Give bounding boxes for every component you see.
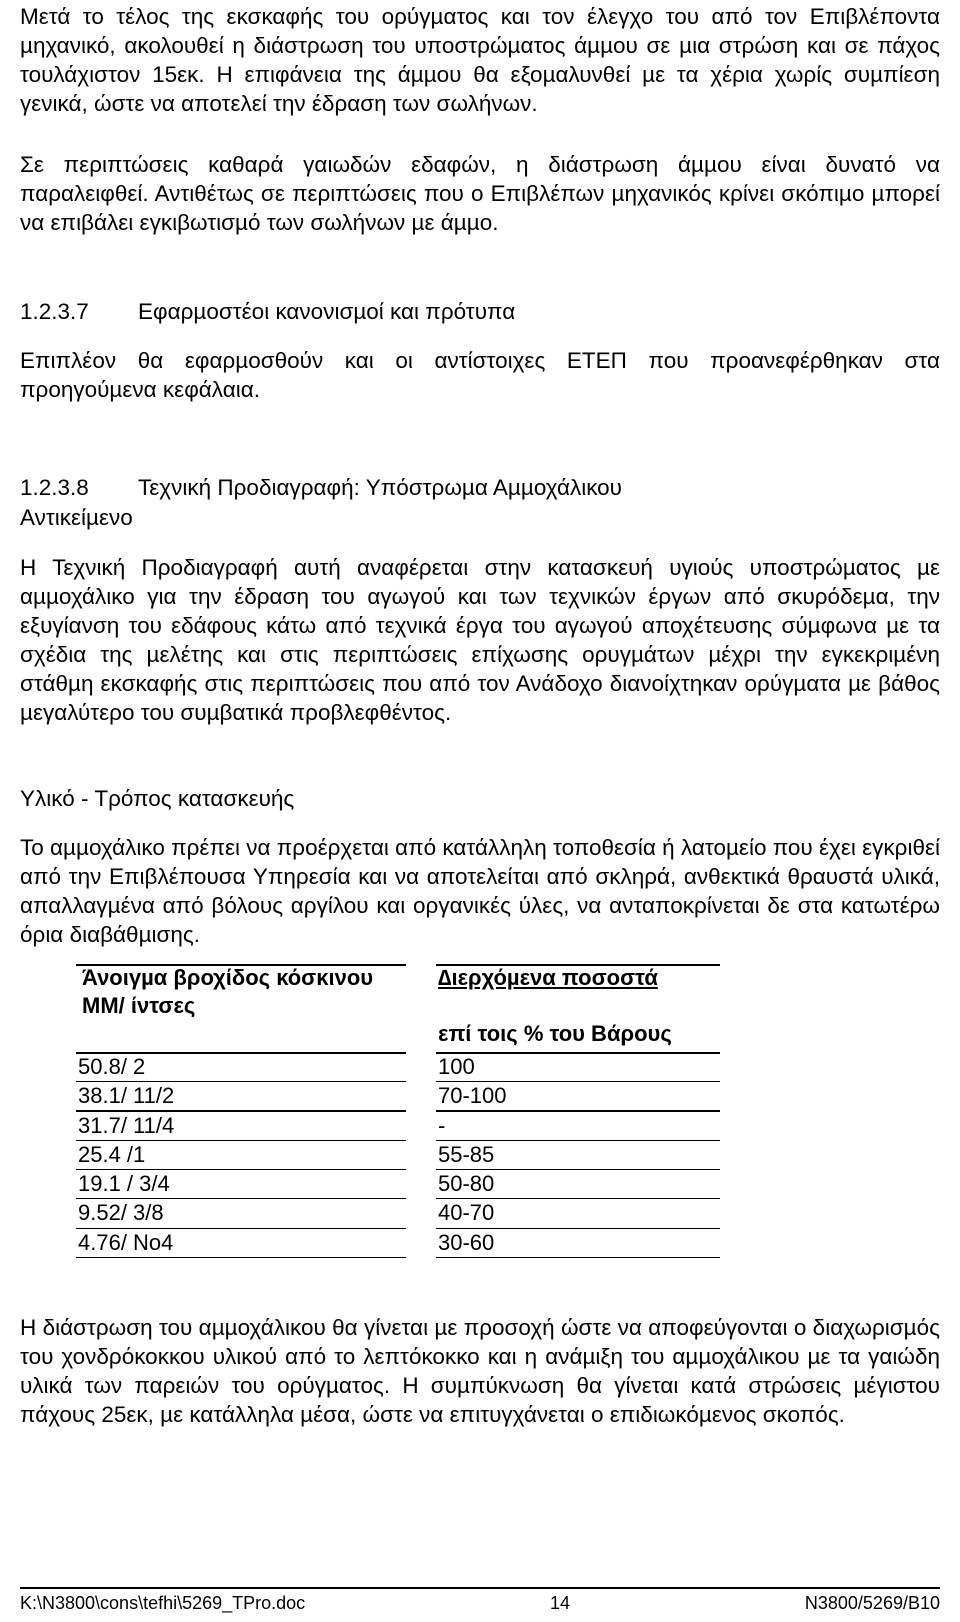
cell-size: 50.8/ 2	[78, 1054, 146, 1079]
header-sieve-opening	[82, 964, 412, 1020]
section-heading-1-2-3-7	[20, 297, 515, 326]
subheading-material: Υλικό - Τρόπος κατασκευής	[20, 786, 295, 811]
cell-size: 4.76/ No4	[78, 1229, 174, 1255]
section-title: Τεχνική Προδιαγραφή: Υπόστρωµα Αµµοχάλικου	[138, 475, 622, 500]
cell-size: 25.4 /1	[78, 1141, 146, 1167]
table-body	[76, 1053, 720, 1258]
cell-pass: 50-80	[438, 1171, 495, 1197]
header-passing-percent	[438, 964, 720, 1048]
footer-document-code: N3800/5269/B10	[804, 1593, 940, 1613]
subheading-object: Αντικείµενο	[20, 505, 133, 530]
header-units	[82, 992, 412, 1020]
section-number: 1.2.3.7	[20, 299, 89, 324]
cell-pass: 30-60	[438, 1229, 495, 1255]
cell-size: 38.1/ 11/2	[78, 1083, 175, 1109]
gradation-table	[76, 964, 720, 1258]
section-heading-1-2-3-8	[20, 473, 622, 502]
cell-size: 9.52/ 3/8	[78, 1200, 164, 1226]
header-text: Μ	[82, 993, 101, 1018]
cell-size: 19.1 / 3/4	[78, 1171, 170, 1197]
header-text: ∆ιερχόµενα ποσοστά	[438, 965, 658, 990]
table-rule	[436, 1257, 720, 1258]
page-footer	[20, 1587, 940, 1617]
cell-size: 31.7/ 11/4	[78, 1112, 175, 1138]
footer-file-path: K:\N3800\cons\tefhi\5269_TPro.doc	[20, 1593, 306, 1613]
table-row	[76, 1053, 720, 1082]
section-title: Εφαρµοστέοι κανονισµοί και πρότυπα	[138, 299, 516, 324]
paragraph-sand-bedding: Μετά το τέλος της εκσκαφής του ορύγµατος και τον έλεγχο του από τον Επιβλέποντα µηχανικό, ακολουθεί η διάστρωση του υποστρώµατος άµµου σε µια στρώση και σε πάχος τουλάχιστον 15εκ. Η επιφάνεια της άµµου θα εξοµαλυνθεί µε τα χέρια χωρίς συµπίεση γενικά, ώστε να αποτελεί την έδραση των σωλήνων.	[20, 4, 940, 116]
table-header	[76, 964, 720, 1053]
table-row	[76, 1112, 720, 1141]
header-text: Μ/ ίντσες	[100, 993, 196, 1018]
table-rule	[76, 1257, 406, 1258]
paragraph-standards: Επιπλέον θα εφαρµοσθούν και οι αντίστοιχες ΕΤΕΠ που προανεφέρθηκαν στα προηγούµενα κεφάλαια.	[20, 348, 940, 402]
table-row	[76, 1141, 720, 1170]
paragraph-earthy-soils: Σε περιπτώσεις καθαρά γαιωδών εδαφών, η διάστρωση άµµου είναι δυνατό να παραλειφθεί. Αντιθέτως σε περιπτώσεις που ο Επιβλέπων µηχανικός κρίνει σκόπιµο µπορεί να επιβάλει εγκιβωτισµό των σωλήνων µε άµµο.	[20, 152, 940, 235]
cell-pass: 70-100	[438, 1083, 507, 1109]
footer-page-number: 14	[550, 1593, 571, 1613]
paragraph-spreading: Η διάστρωση του αµµοχάλικου θα γίνεται µε προσοχή ώστε να αποφεύγονται ο διαχωρισµός του χονδρόκοκκου υλικού από το λεπτόκοκκο και η ανάµιξη του αµµοχάλικου µε τα γαιώδη υλικά των παρειών του ορύγµατος. Η συµπύκνωση θα γίνεται κατά στρώσεις µέγιστου πάχους 25εκ, µε κατάλληλα µέσα, ώστε να επιτυγχάνεται ο επιδιωκόµενος σκοπός.	[20, 1315, 940, 1427]
paragraph-material: Το αµµοχάλικο πρέπει να προέρχεται από κατάλληλη τοποθεσία ή λατοµείο που έχει εγκριθεί από την Επιβλέπουσα Υπηρεσία και να αποτελείται από σκληρά, ανθεκτικά θραυστά υλικά, απαλλαγµένα από βόλους αργίλου και οργανικές ύλες, να ανταποκρίνεται δε στα κατωτέρω όρια διαβάθµισης.	[20, 835, 940, 947]
table-row	[76, 1229, 720, 1258]
footer-rule	[20, 1587, 940, 1589]
cell-pass: 55-85	[438, 1141, 495, 1167]
cell-pass: -	[438, 1112, 446, 1138]
paragraph-object: Η Τεχνική Προδιαγραφή αυτή αναφέρεται στην κατασκευή υγιούς υποστρώµατος µε αµµοχάλικο για την έδραση του αγωγού και των τεχνικών έργων από σκυρόδεµα, την εξυγίανση του εδάφους κάτω από τεχνικά έργα του αγωγού αποχέτευσης σύµφωνα µε τα σχέδια της µελέτης και στις περιπτώσεις επίχωσης ορυγµάτων µέχρι την εγκεκριµένη στάθµη εκσκαφής στις περιπτώσεις που από τον Ανάδοχο διανοίχτηκαν ορύγµατα µε βάθος µεγαλύτερο του συµβατικά προβλεφθέντος.	[20, 555, 940, 725]
table-row	[76, 1199, 720, 1228]
header-text: Άνοιγµα βροχίδος κόσκινου	[82, 965, 374, 990]
table-row	[76, 1170, 720, 1199]
cell-pass: 100	[438, 1054, 475, 1079]
header-text: επί τοις % του Βάρους	[438, 1021, 672, 1046]
table-row	[76, 1082, 720, 1111]
section-number: 1.2.3.8	[20, 475, 89, 500]
cell-pass: 40-70	[438, 1200, 495, 1226]
